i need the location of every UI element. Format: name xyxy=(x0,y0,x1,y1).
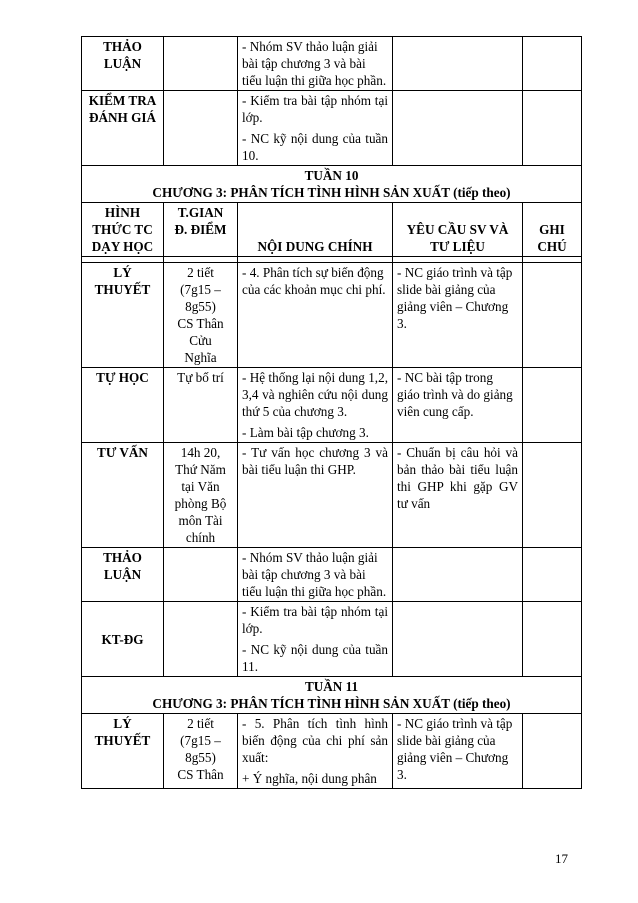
requirement-cell xyxy=(393,91,523,166)
requirement-cell xyxy=(393,548,523,602)
content-cell xyxy=(238,368,393,443)
content-cell xyxy=(238,548,393,602)
note-cell xyxy=(523,368,582,443)
note-cell xyxy=(523,443,582,548)
chapter-title: CHƯƠNG 3: PHÂN TÍCH TÌNH HÌNH SẢN XUẤT (tiếp theo) xyxy=(152,185,511,200)
table-row xyxy=(82,714,582,789)
content-paragraph: - Tư vấn học chương 3 và bài tiểu luận thi GHP. xyxy=(242,445,388,477)
week-heading xyxy=(82,677,582,714)
requirement-cell: - NC giáo trình và tập slide bài giảng của giảng viên – Chương 3. xyxy=(393,263,523,368)
header-note: GHI CHÚ xyxy=(523,203,582,257)
form-cell: THẢO LUẬN xyxy=(82,548,164,602)
note-cell xyxy=(523,91,582,166)
week-heading-row xyxy=(82,166,582,203)
content-cell xyxy=(238,602,393,677)
content-paragraph: - Làm bài tập chương 3. xyxy=(242,425,369,440)
table-row xyxy=(82,37,582,91)
form-cell: KT-ĐG xyxy=(82,602,164,677)
time-cell xyxy=(164,37,238,91)
form-cell: TƯ VẤN xyxy=(82,443,164,548)
content-paragraph: - NC kỹ nội dung của tuần 10. xyxy=(242,131,388,163)
form-cell: TỰ HỌC xyxy=(82,368,164,443)
content-cell xyxy=(238,443,393,548)
time-cell: Tự bố trí xyxy=(164,368,238,443)
content-cell xyxy=(238,91,393,166)
table-row xyxy=(82,443,582,548)
note-cell xyxy=(523,548,582,602)
note-cell xyxy=(523,714,582,789)
table-row xyxy=(82,548,582,602)
chapter-title: CHƯƠNG 3: PHÂN TÍCH TÌNH HÌNH SẢN XUẤT (tiếp theo) xyxy=(152,696,511,711)
time-cell: 2 tiết (7g15 – 8g55) CS Thân xyxy=(164,714,238,789)
form-cell: LÝ THUYẾT xyxy=(82,714,164,789)
content-paragraph: - Nhóm SV thảo luận giải bài tập chương 3 và bài tiểu luận thi giữa học phần. xyxy=(242,550,387,599)
content-cell xyxy=(238,37,393,91)
column-header-row xyxy=(82,203,582,257)
form-cell: KIỂM TRA ĐÁNH GIÁ xyxy=(82,91,164,166)
content-paragraph: + Ý nghĩa, nội dung phân xyxy=(242,771,377,786)
time-cell: 2 tiết (7g15 – 8g55) CS Thân Cửu Nghĩa xyxy=(164,263,238,368)
week-heading-row xyxy=(82,677,582,714)
content-paragraph: - 5. Phân tích tình hình biến động của chi phí sản xuất: xyxy=(242,716,388,765)
content-paragraph: - Kiểm tra bài tập nhóm tại lớp. xyxy=(242,93,388,125)
content-paragraph: - Kiểm tra bài tập nhóm tại lớp. xyxy=(242,604,388,636)
content-paragraph: - 4. Phân tích sự biến động của các khoản mục chi phí. xyxy=(242,265,386,297)
note-cell xyxy=(523,37,582,91)
header-requirements: YÊU CẦU SV VÀ TƯ LIỆU xyxy=(393,203,523,257)
time-cell: 14h 20, Thứ Năm tại Văn phòng Bộ môn Tài chính xyxy=(164,443,238,548)
note-cell xyxy=(523,263,582,368)
week-title: TUẦN 10 xyxy=(304,168,359,183)
content-paragraph: - NC kỹ nội dung của tuần 11. xyxy=(242,642,388,674)
note-cell xyxy=(523,602,582,677)
requirement-cell: - NC bài tập trong giáo trình và do giảng viên cung cấp. xyxy=(393,368,523,443)
content-paragraph: - Hệ thống lại nội dung 1,2, 3,4 và nghiên cứu nội dung thứ 5 của chương 3. xyxy=(242,370,388,419)
week-title: TUẦN 11 xyxy=(304,679,359,694)
requirement-cell xyxy=(393,37,523,91)
time-cell xyxy=(164,548,238,602)
time-cell xyxy=(164,602,238,677)
page-number: 17 xyxy=(555,851,568,866)
requirement-cell: - NC giáo trình và tập slide bài giảng của giảng viên – Chương 3. xyxy=(393,714,523,789)
header-time: T.GIAN Đ. ĐIỂM xyxy=(164,203,238,257)
requirement-cell: - Chuẩn bị câu hỏi và bản thảo bài tiểu luận thi GHP khi gặp GV tư vấn xyxy=(393,443,523,548)
table-row xyxy=(82,263,582,368)
week-heading xyxy=(82,166,582,203)
requirement-cell xyxy=(393,602,523,677)
content-cell xyxy=(238,263,393,368)
time-cell xyxy=(164,91,238,166)
header-content: NỘI DUNG CHÍNH xyxy=(238,203,393,257)
header-form: HÌNH THỨC TC DẠY HỌC xyxy=(82,203,164,257)
content-cell xyxy=(238,714,393,789)
content-paragraph: - Nhóm SV thảo luận giải bài tập chương 3 và bài tiểu luận thi giữa học phần. xyxy=(242,39,387,88)
table-row xyxy=(82,602,582,677)
form-cell: THẢO LUẬN xyxy=(82,37,164,91)
table-row xyxy=(82,91,582,166)
table-row xyxy=(82,368,582,443)
form-cell: LÝ THUYẾT xyxy=(82,263,164,368)
schedule-table xyxy=(81,36,582,789)
